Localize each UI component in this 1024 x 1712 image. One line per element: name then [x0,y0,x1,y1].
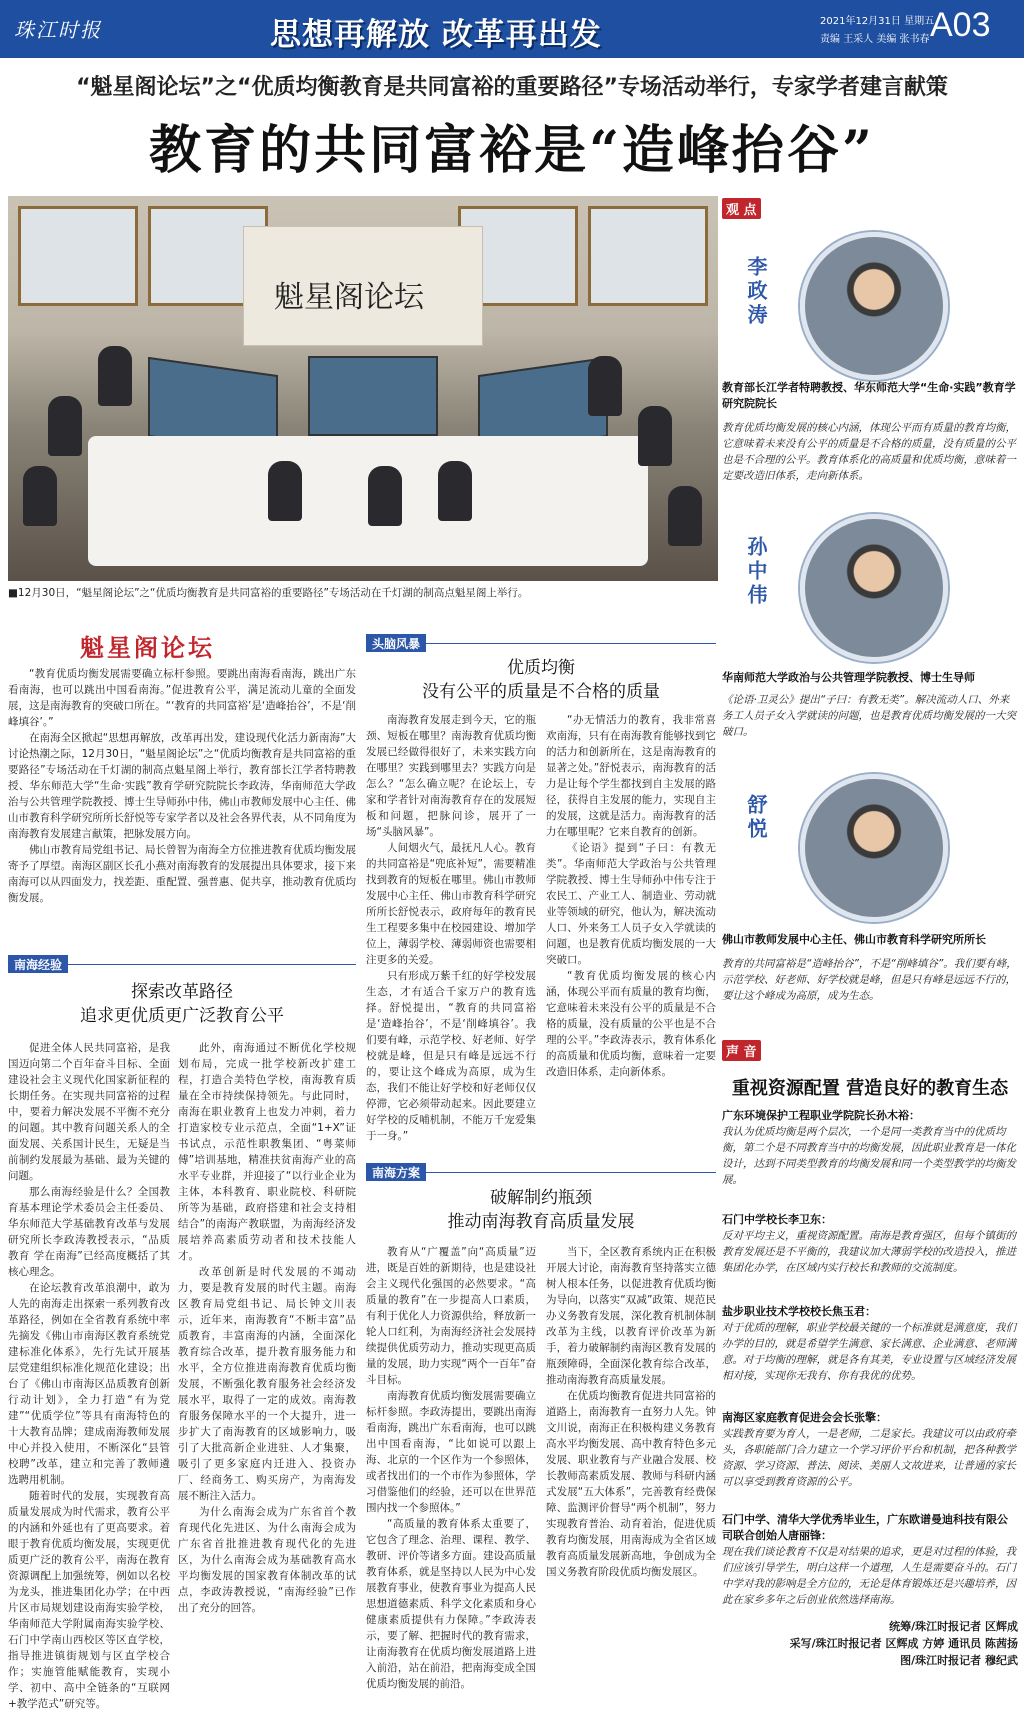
nanhai-plan-col2 [546,1244,716,1676]
section-heading-line2: 推动南海教育高质量发展 [447,1212,635,1232]
voices-headline: 重视资源配置 营造良好的教育生态 [731,1078,1009,1099]
forum-brand-title: 魁星阁论坛 [80,633,215,662]
paragraph: “教育优质均衡发展需要确立标杆参照。要跳出南海看南海，跳出广东看南海，也可以跳出中国看南海。”促进教育公平，满足流动儿童的全面发展，这是南海教育的突破口所在。“‘教育的共同富裕’是‘造峰抬谷’，不是‘削峰填谷’。” [8,668,356,728]
paragraph: 在优质均衡教育促进共同富裕的道路上，南海教育一直努力人先。钟文川说，南海正在积极构建义务教育高水平均衡发展、高中教育特色多元发展、职业教育与产业融合发展、校长教师高素质发展、教师与科研内涵式发展“五大体系”，完善教育经费保障、监测评价督导“两个机制”，努力实现教育普治、动育着治，促进优质教育均衡发展，用南海成为全省区域教育高质量发展新高地，争创成为全国义务教育阶段优质均衡发展区。 [546,1390,716,1578]
paragraph: 南海教育发展走到今天，它的瓶颈、短板在哪里？南海教育优质均衡发展已经做得很好了，未来实践方向在哪里？实践到哪里去？实践方向是怎么？“怎么确立呢？在论坛上，专家和学者针对南海教育存在的发展短板和问题，把脉问诊，展开了一场“头脑风暴”。 [366,714,536,838]
expert-quote: 教育优质均衡发展的核心内涵，体现公平而有质量的教育均衡，它意味着未来没有公平的质量是不合格的质量，没有质量的公平也是不合理的公平。教育体系化的高质量和优质均衡，意味着一定要改造旧体系，走向新体系。 [722,422,1016,482]
section-heading [366,1186,716,1234]
credit-line: 采写/珠江时报记者 区辉成 方婷 通讯员 陈茜扬 [789,1637,1018,1650]
credit-line: 统筹/珠江时报记者 区辉成 [889,1620,1018,1633]
paragraph: 为什么南海会成为广东省首个教育现代化先进区、为什么南海会成为广东省首批推进教育现代化的先进区，为什么南海会成为基础教育高水平均衡发展的国家教育体制改革的试点，李政涛教授说，“南海经验”已作出了充分的回答。 [178,1506,356,1614]
brainstorm-col1 [366,712,536,1142]
expert-portrait [800,514,948,662]
expert-li [722,196,1018,486]
voice-speaker: 石门中学校长李卫东： [722,1213,832,1226]
expert-quote: 教育的共同富裕是“造峰抬谷”，不是“削峰填谷”。我们要有峰，示范学校、好老师、好学校就是峰，但是只有峰是远远不行的，要让这个峰成为高原，成为生态。 [722,958,1017,1002]
paragraph: 此外，南海通过不断优化学校规划布局，完成一批学校新改扩建工程，打造合美特色学校，南海教育质量在全市持续保持领先。与此同时，南海在职业教育上也发力冲刺，着力打造家校专业示范点，全面“1+X”证书试点，示范性职教集团、“粤菜师傅”培训基地，精准扶贫南海产业的高水平专业群，并迎接了“以行业企业为主体，本科教育、职业院校、科研院所等为基础，政府搭建和社会支持相结合”的南海产教联盟，为南海经济发展培养高素质劳动者和技术技能人才。 [178,1042,356,1262]
paragraph: 改革创新是时代发展的不竭动力，要是教育发展的时代主题。南海区教育局党组书记、局长钟文川表示，近年来，南海教育“不断丰富”品质教育，丰富南海的内涵，全面深化教育综合改革，提升教育服务能力和水平，全方位推进南海教育优质均衡发展，不断强化教育服务社会经济发展水平，取得了一定的成效。南海教育服务保障水平的一个大提升，进一步扩大了南海教育的区域影响力，吸引了大批高新企业进驻、人才集聚，吸引了更多家庭内迁进入、投资办厂、经商务工、购买房产，为南海发展不断注入活力。 [178,1266,356,1502]
expert-quote: 《论语·卫灵公》提出“子曰：有教无类”。解决流动人口、外来务工人员子女入学就读的问题，也是教育优质均衡发展的一大突破口。 [722,694,1016,738]
section-heading-line2: 追求更优质更广泛教育公平 [80,1006,284,1026]
voices-tag: 声 音 [722,1040,1018,1061]
voice-text: 对于优质的理解，职业学校最关键的一个标准就是满意度，我们办学的目的，就是希望学生满意、家长满意、企业满意、老师满意。对于均衡的理解，就是各有其美，专业设置与区域经济发展相对接，实现你无我有、你有我优的优势。 [722,1322,1016,1382]
attendee [268,461,302,521]
paragraph: “高质量的教育体系太重要了，它包含了理念、治理、课程、教学、教研、评价等诸多方面。建设高质量教育体系，就是坚持以人民为中心发展教育事业，使教育事业为提高人民思想道德素质、科学文化素质和身心健康素质提供有力保障。”李政涛表示，要了解、把握时代的教育需求，让南海教育在优质均衡发展道路上进入前沿，站在前沿，把南海变成全国优质均衡发展的前沿。 [366,1518,536,1690]
paragraph: 那么南海经验是什么？全国教育基本理论学术委员会主任委员、华东师范大学基础教育改革与发展研究所长李政涛教授表示，“品质教育 学在南海”已经高度概括了其核心理念。 [8,1186,170,1278]
forum-banner [243,226,483,346]
expert-portrait [800,232,948,380]
expert-name: 舒悦 [744,794,768,842]
nanhai-exp-col1 [8,1040,170,1710]
voice-text: 反对平均主义，重视资源配置。南海是教育强区，但每个镇街的教育发展还是不平衡的，我建议加大薄弱学校的改造投入，推进集团化办学，在区域内实行校长和教师的交流制度。 [722,1230,1016,1274]
attendee [588,356,622,416]
voice-speaker: 盐步职业技术学校校长焦玉君： [722,1305,876,1318]
paragraph: 在南海全区掀起“思想再解放，改革再出发，建设现代化活力新南海”大讨论热潮之际，12月30日，“魁星阁论坛”之“优质均衡教育是共同富裕的重要路径”专场活动在千灯湖的制高点魁星阁上举行，教育部长江学者特聘教授、华东师范大学“生命·实践”教育学研究院院长李政涛，华南师范大学政治与公共管理学院教授、博士生导师孙中伟，佛山市教师发展中心主任、佛山市教育科学研究所所长舒悦等专家学者以及社会各界代表，从不同角度为南海教育发展建言献策，把脉发展方向。 [8,732,356,840]
section-heading-line1: 破解制约瓶颈 [490,1188,592,1208]
voice-item [722,1512,1018,1608]
forum-intro [8,666,356,934]
paragraph: 南海教育优质均衡发展需要确立标杆参照。李政涛提出，要跳出南海看南海，跳出广东看南海，也可以跳出中国看南海，“比如说可以跟上海、北京的一个区作为一个参照体，或者找出们的一个市作为参照体，学习借鉴他们的经验，还可以在世界范围内找一个参照体。” [366,1390,536,1514]
attendee [98,346,132,406]
section-label: 南海方案 [366,1163,426,1181]
paragraph: 随着时代的发展，实现教育高质量发展成为时代需求，教育公平的内涵和外延也有了更高要求。着眼于教育优质均衡发展，实现更优质更广泛的教育公平，南海在教育资源调配上加强统筹，例如以名校为龙头，推进集团化办学；在中西片区市局规划建设南海实验学校，华南师范大学附属南海实验学校、石门中学南山西校区等区直学校，指导推进镇街规划与区直学校合作；实施管能赋能教育，实现小学、初中、高中全链条的“互联网+教学范式”研究等。 [8,1490,170,1710]
paragraph: 佛山市教育局党组书记、局长曾智为南海全方位推进教育优质均衡发展寄予了厚望。南海区副区长孔小燕对南海教育的发展提出具体要求，接下来南海可以从四面发力，找差距、重配置、强普惠、促共享，推动教育优质均衡发展。 [8,844,356,904]
window-right-2 [588,206,708,306]
section-heading-line1: 优质均衡 [507,658,575,678]
paragraph: 《论语》提到“子曰：有教无类”。华南师范大学政治与公共管理学院教授、博士生导师孙中伟专注于农民工、产业工人、制造业、劳动就业等领域的研究，他认为，解决流动人口、外来务工人员子女入学就读的问题，也是教育优质均衡发展的一大突破口。 [546,842,716,966]
section-label: 南海经验 [8,955,68,973]
attendee [368,466,402,526]
newspaper-logo: 珠江时报 [14,18,102,42]
subtitle: “魁星阁论坛”之“优质均衡教育是共同富裕的重要路径”专场活动举行，专家学者建言献策 [76,75,948,100]
page-editors: 责编 王采人 美编 张书春 [820,34,930,45]
voice-item [722,1304,1018,1384]
section-label: 头脑风暴 [366,634,426,652]
issue-date: 2021年12月31日 星期五 [820,16,935,27]
expert-role: 佛山市教师发展中心主任、佛山市教育科学研究所所长 [722,933,986,946]
section-heading-line1: 探索改革路径 [131,982,233,1002]
attendee [668,486,702,546]
section-heading [8,980,356,1028]
attendee [638,406,672,466]
section-heading-line2: 没有公平的质量是不合格的质量 [422,682,660,702]
expert-role: 教育部长江学者特聘教授、华东师范大学“生命·实践”教育学研究院院长 [722,381,1016,410]
nanhai-plan-col1 [366,1244,536,1690]
screen-center [308,356,438,436]
paragraph: 只有形成万紫千红的好学校发展生态，才有适合千家万户的教育选择。舒悦提出，“教育的共同富裕是‘造峰抬谷’，不是‘削峰填谷’。我们要有峰，示范学校、好老师、好学校就是峰，但是只有峰是远远不行的，要让这个峰成为高原，成为生态，我们不能让好学校和好老师仅仅停滞，它必须带动起来。因此要建立好学校的反哺机制，不能万千宠爱集于一身。” [366,970,536,1142]
paragraph: 当下，全区教育系统内正在积极开展大讨论，南海教育坚持落实立德树人根本任务，以促进教育优质均衡为导向，以落实“双减”政策、规范民办义务教育发展，深化教育机制体制改革为主线，以教育评价改革为新手，着力破解制约南海区教育发展的瓶颈障碍，全面深化教育综合改革，推动南海教育高质量发展。 [546,1246,716,1386]
paragraph: 在论坛教育改革浪潮中，敢为人先的南海走出探索一系列教育改革路径，例如在全省教育系统中率先摘发《佛山市南海区教育系统党建标准化体系》，先行先试开展基层党建组织标准化规范化建设；出台了《佛山市南海区品质教育创新行动计划》，全力打造“有为党建”“优质学位”等具有南海特色的十大教育品牌；建成南海教师发展中心并投入使用，不断深化“县管校聘”改革，建立和完善了教师遴选聘用机制。 [8,1282,170,1486]
paragraph: 促进全体人民共同富裕，是我国迈向第二个百年奋斗目标、全面建设社会主义现代化国家新征程的长期任务。在实现共同富裕的过程中，要着力解决发展不平衡不充分的问题。其中教育问题关系人的全面发展、关系国计民生，无疑是当前制约发展最为基础、最为关键的问题。 [8,1042,170,1182]
expert-shu [722,770,1018,1010]
banner-text: 魁星阁论坛 [274,280,424,315]
voice-item [722,1108,1018,1188]
paragraph: “教育优质均衡发展的核心内涵，体现公平而有质量的教育均衡，它意味着未来没有公平的质量是不合格的质量，没有质量的公平也是不合理的公平。”李政涛表示，教育体系化的高质量和优质均衡，意味着一定要改造旧体系，走向新体系。 [546,970,716,1078]
expert-name: 李政涛 [744,256,768,328]
voice-text: 现在我们谈论教育不仅是对结果的追求，更是对过程的体验，我们应该引导学生，明白这样一个道理，人生是需要奋斗的。石门中学对我的影响是全方位的，无论是体育锻炼还是兴趣培养，因此在家乡多年之后创业依然选择南海。 [722,1546,1016,1606]
photo-caption: ■12月30日，“魁星阁论坛”之“优质均衡教育是共同富裕的重要路径”专场活动在千灯湖的制高点魁星阁上举行。 [8,587,529,599]
paragraph: 人间烟火气，最抚凡人心。教育的共同富裕是“兜底补短”，需要精准找到教育的短板在哪里。佛山市教师发展中心主任、佛山市教育科学研究所所长舒悦表示，政府每年的教育民生工程要多集中在校园建设、增加学位上，薄弱学校、薄弱师资也需要相注更多的关爱。 [366,842,536,966]
slogan: 思想再解放 改革再出发 [270,17,602,53]
voice-item [722,1212,1018,1276]
masthead [0,0,1024,58]
brainstorm-col2 [546,712,716,1142]
expert-portrait [800,774,948,922]
voice-text: 我认为优质均衡是两个层次，一个是同一类教育当中的优质均衡，第二个是不同教育当中的均衡发展，因此职业教育是一体化设计，达到不同类型教育的均衡发展和同一个类型教学的均衡发展。 [722,1126,1016,1186]
forum-photo [8,196,718,581]
expert-sun [722,510,1018,750]
credits [722,1618,1018,1669]
voice-item [722,1410,1018,1490]
credit-line: 图/珠江时报记者 穆纪武 [900,1654,1018,1667]
paragraph: 教育从“广覆盖”向“高质量”迈进，既是百姓的新期待，也是建设社会主义现代化强国的必然要求。“高质量的教育”在一步提高人口素质，有利于优化人力资源供给，释放新一轮人口红利，为南海经济社会发展持续提供优质劳动力，推动实现更高质量的发展，助力实现“两个一百年”奋斗目标。 [366,1246,536,1386]
expert-name: 孙中伟 [744,536,768,608]
voice-speaker: 南海区家庭教育促进会会长张擎： [722,1411,887,1424]
window-left [18,206,138,306]
paragraph: “办无情活力的教育，我非常喜欢南海，只有在南海教育能够找到它的活力和创新所在，这是南海教育的显著之处。”舒悦表示，南海教育的活力是让每个学生都找到自主发展的路径，获得自主发展的能力，实现自主的发展，这就是活力。南海教育的活力在哪里呢？它来自教育的创新。 [546,714,716,838]
attendee [23,466,57,526]
section-heading [366,656,716,704]
page-number: A03 [930,6,991,44]
views-tag: 观 点 [722,198,763,219]
voice-text: 实践教育要为育人，一是老师，二是家长。我建议可以由政府牵头，各职能部门合力建立一个学习评价平台和机制，把各种教学资源、学习资源、普法、阅读、美丽人文故进来，让普通的家长可以享受到教育资源的公平。 [722,1428,1016,1488]
voice-speaker: 石门中学、清华大学优秀毕业生，广东欧谱曼迪科技有限公司联合创始人唐丽锋： [722,1513,1008,1542]
attendee [48,396,82,456]
attendee [438,461,472,521]
voice-speaker: 广东环境保护工程职业学院院长孙木裕： [722,1109,920,1122]
headline: 教育的共同富裕是“造峰抬谷” [149,120,875,181]
expert-role: 华南师范大学政治与公共管理学院教授、博士生导师 [722,671,975,684]
nanhai-exp-col2 [178,1040,356,1676]
